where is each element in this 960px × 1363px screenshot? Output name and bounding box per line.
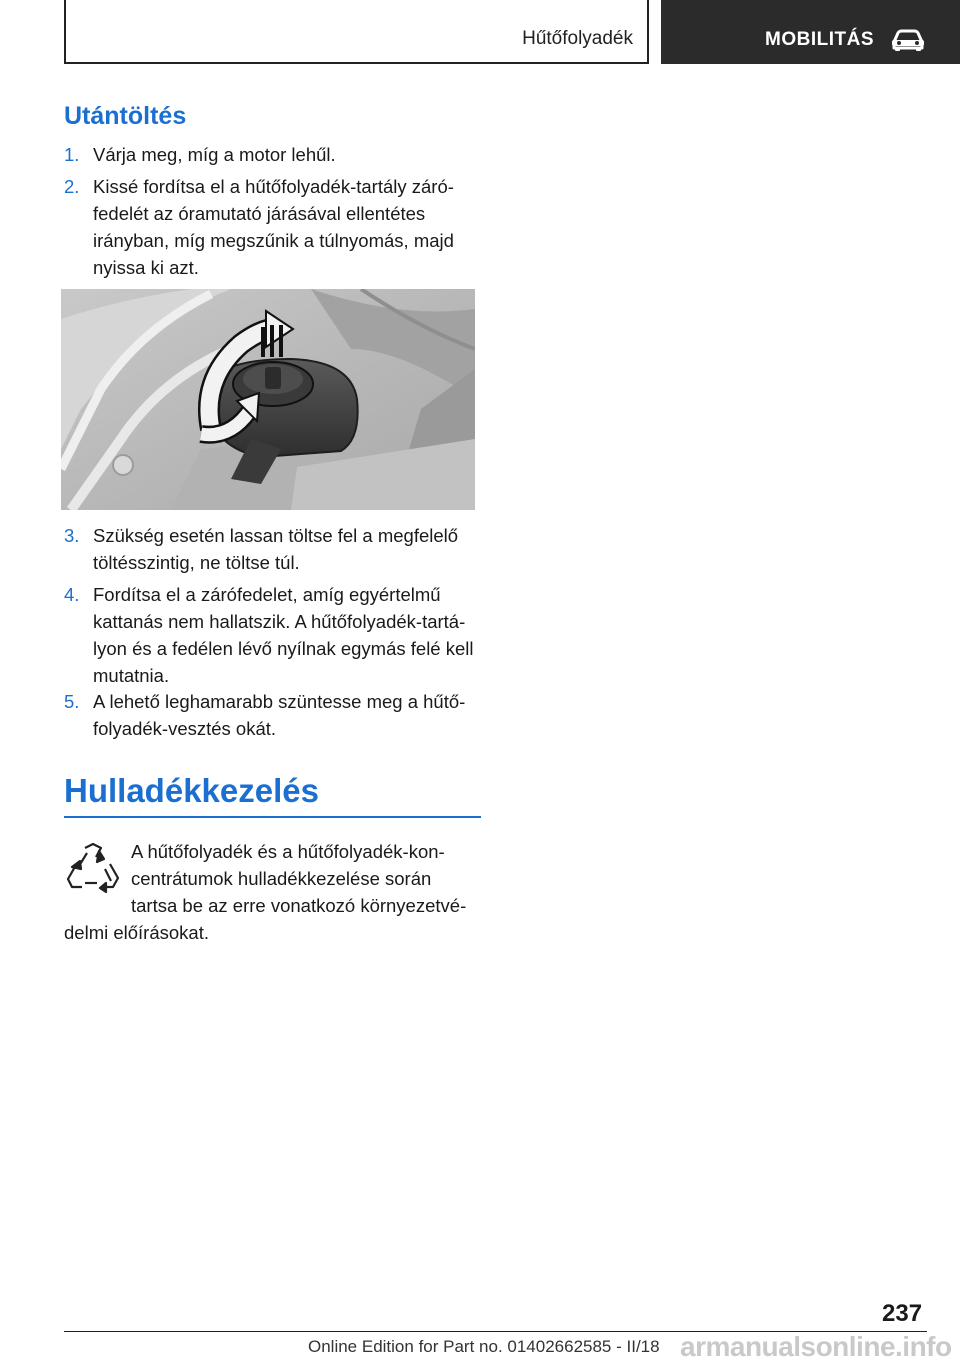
disposal-note [64,838,482,946]
header-chapter-title: MOBILITÁS [765,29,874,50]
step-number: 3. [64,525,80,546]
step-text: Szükség esetén lassan töltse fel a megfelelő töltésszintig, ne töltse túl. [93,525,459,573]
step-text: Várja meg, míg a motor lehűl. [93,144,336,165]
step-text: Kissé fordítsa el a hűtőfolyadék-tartály zárófedelét az óramutató járásával ellentétes irányban, míg megszűnik a túlnyomás, majd nyissa ki azt. [93,176,454,278]
header-chapter-box [661,0,960,64]
step-item [64,688,484,742]
edition-text: Online Edition for Part no. 01402662585 - II/18 [308,1337,660,1356]
step-item [64,141,484,168]
step-text: Fordítsa el a zárófedelet, amíg egyértelmű kattanás nem hallatszik. A hűtőfolyadék-tartályon és a fedélen lévő nyílnak egymás felé kell mutatnia. [93,584,474,686]
step-item [64,173,484,281]
step-number: 1. [64,144,80,165]
disposal-text: A hűtőfolyadék és a hűtőfolyadék-koncentrátumok hulladékkezelése során tartsa be az erre vonatkozó környezetvédelmi előírásokat. [64,841,467,943]
step-number: 4. [64,584,80,605]
step-number: 2. [64,176,80,197]
step-item [64,581,484,689]
coolant-reservoir-illustration [61,289,475,510]
disposal-heading: Hulladékkezelés [64,772,319,809]
header-section-title: Hűtőfolyadék [522,28,633,49]
heading-divider [64,816,481,818]
step-item [64,522,484,576]
car-icon [891,28,925,52]
watermark: armanualsonline.info [680,1331,952,1362]
page-number: 237 [882,1300,923,1327]
step-number: 5. [64,691,80,712]
header-section-box [64,0,649,64]
refill-heading: Utántöltés [64,102,187,130]
step-text: A lehető leghamarabb szüntesse meg a hűtőfolyadék-vesztés okát. [93,691,466,739]
